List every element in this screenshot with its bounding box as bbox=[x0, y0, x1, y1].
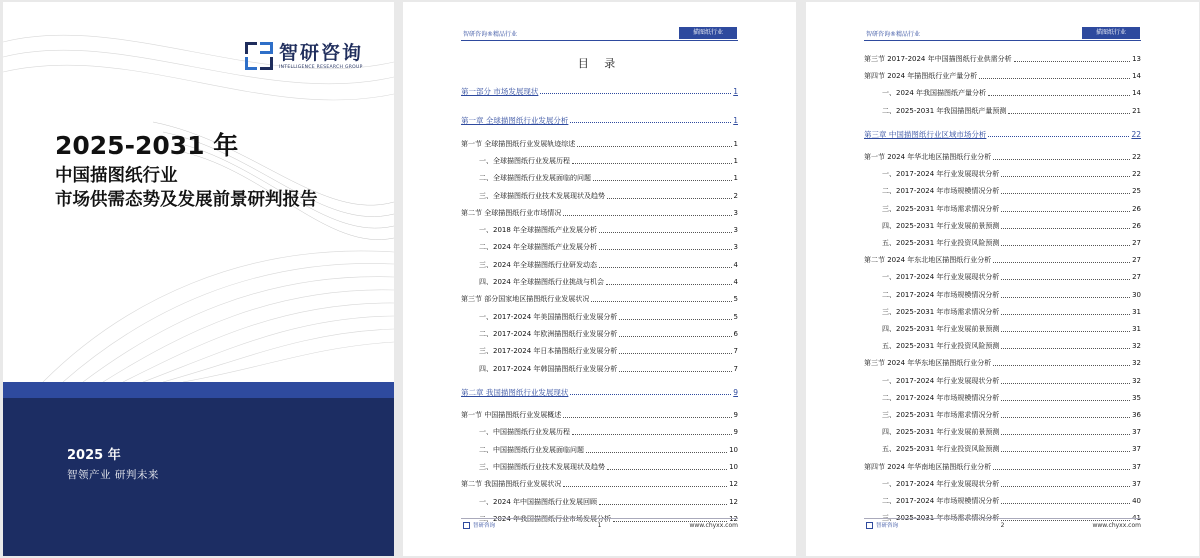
toc-dot-leader bbox=[1001, 297, 1130, 298]
toc-entry-page: 5 bbox=[733, 295, 738, 304]
toc-entry-item[interactable] bbox=[461, 425, 738, 437]
toc-entry-item[interactable] bbox=[864, 202, 1141, 214]
toc-dot-leader bbox=[599, 232, 731, 233]
toc-dot-leader bbox=[563, 417, 731, 418]
toc-entry-page: 1 bbox=[733, 156, 738, 165]
toc-entry-page: 31 bbox=[1132, 325, 1141, 333]
toc-entry-title: 一、2017-2024 年行业发展现状分析 bbox=[882, 376, 1000, 385]
toc-entry-page: 5 bbox=[733, 312, 738, 321]
toc-dot-leader bbox=[593, 180, 732, 181]
toc-entry-item[interactable] bbox=[864, 86, 1141, 98]
toc-entry-section[interactable] bbox=[461, 408, 738, 420]
report-title-year: 2025-2031 年 bbox=[55, 131, 239, 160]
toc-entry-title: 二、2017-2024 年市场规模情况分析 bbox=[882, 497, 1000, 505]
toc-dot-leader bbox=[988, 95, 1130, 96]
toc-entry-title: 二、中国描图纸行业发展面临问题 bbox=[479, 445, 584, 454]
toc-entry-item[interactable] bbox=[461, 240, 738, 252]
toc-dot-leader bbox=[1001, 451, 1130, 452]
toc-entry-title: 第一节 2024 年华北地区描图纸行业分析 bbox=[864, 153, 992, 161]
footer-divider bbox=[864, 518, 1141, 519]
toc-entry-title: 四、2025-2031 年行业发展前景预测 bbox=[882, 221, 1000, 230]
toc-dot-leader bbox=[570, 122, 731, 123]
toc-entry-title: 二、全球描图纸行业发展面临的问题 bbox=[479, 174, 591, 183]
toc-entry-page: 1 bbox=[733, 116, 738, 126]
toc-dot-leader bbox=[1001, 383, 1130, 384]
toc-entry-page: 4 bbox=[733, 260, 738, 269]
toc-entry-item[interactable] bbox=[461, 495, 738, 507]
toc-entry-page: 9 bbox=[733, 387, 738, 397]
toc-dot-leader bbox=[1001, 314, 1130, 315]
toc-entry-title: 第一章 全球描图纸行业发展分析 bbox=[461, 116, 569, 126]
toc-entry-page: 27 bbox=[1132, 273, 1141, 282]
toc-entry-item[interactable] bbox=[864, 374, 1141, 386]
toc-entry-page: 14 bbox=[1132, 89, 1141, 98]
toc-entry-page: 37 bbox=[1132, 445, 1141, 454]
toc-dot-leader bbox=[993, 469, 1130, 470]
toc-entry-page: 1 bbox=[733, 87, 738, 96]
toc-entry-page: 12 bbox=[729, 480, 738, 489]
toc-entry-chapter[interactable] bbox=[864, 127, 1141, 139]
toc-dot-leader bbox=[599, 504, 727, 505]
toc-page-1 bbox=[403, 2, 796, 556]
cover-page bbox=[3, 2, 394, 556]
toc-entry-page: 4 bbox=[733, 278, 738, 286]
header-divider bbox=[461, 40, 738, 41]
toc-dot-leader bbox=[586, 452, 727, 453]
toc-entry-item[interactable] bbox=[864, 477, 1141, 489]
toc-entry-page: 7 bbox=[733, 347, 738, 356]
toc-dot-leader bbox=[1001, 331, 1130, 332]
toc-entry-title: 一、2017-2024 年行业发展现状分析 bbox=[882, 479, 1000, 488]
toc-dot-leader bbox=[577, 146, 731, 147]
toc-entry-title: 三、2024 年全球描图纸行业研发动态 bbox=[479, 260, 598, 269]
toc-page-2 bbox=[806, 2, 1199, 556]
report-title-line1: 中国描图纸行业 bbox=[55, 166, 178, 186]
cover-slogan: 智领产业 研判未来 bbox=[67, 469, 159, 481]
footer-url[interactable]: www.chyxx.com bbox=[1092, 522, 1141, 529]
toc-entry-title: 第三章 中国描图纸行业区域市场分析 bbox=[864, 129, 987, 139]
toc-entry-page: 6 bbox=[733, 329, 738, 338]
toc-dot-leader bbox=[619, 353, 731, 354]
toc-entry-item[interactable] bbox=[864, 184, 1141, 196]
cover-footer-band bbox=[3, 398, 394, 556]
toc-entry-page: 37 bbox=[1132, 479, 1141, 488]
toc-entry-page: 3 bbox=[733, 226, 738, 235]
toc-entry-title: 三、2025-2031 年市场需求情况分析 bbox=[882, 307, 1000, 316]
toc-dot-leader bbox=[979, 78, 1130, 79]
toc-entry-item[interactable] bbox=[864, 339, 1141, 351]
toc-dot-leader bbox=[1001, 400, 1130, 401]
toc-entry-title: 三、2017-2024 年日本描图纸行业发展分析 bbox=[479, 347, 618, 356]
toc-entry-title: 三、2025-2031 年市场需求情况分析 bbox=[882, 411, 1000, 419]
toc-entry-item[interactable] bbox=[864, 305, 1141, 317]
toc-entry-item[interactable] bbox=[461, 344, 738, 356]
toc-entry-title: 二、2024 年全球描图纸产业发展分析 bbox=[479, 243, 598, 252]
toc-dot-leader bbox=[1001, 486, 1130, 487]
toc-dot-leader bbox=[572, 163, 732, 164]
toc-dot-leader bbox=[1001, 245, 1130, 246]
toc-dot-leader bbox=[619, 336, 731, 337]
toc-entry-title: 一、2017-2024 年美国描图纸行业发展分析 bbox=[479, 312, 618, 321]
toc-dot-leader bbox=[993, 365, 1130, 366]
toc-entry-page: 3 bbox=[733, 243, 738, 252]
toc-entry-title: 三、2025-2031 年市场需求情况分析 bbox=[882, 204, 1000, 213]
brand-name: 智研咨询 bbox=[279, 41, 364, 64]
toc-entry-title: 第三节 2024 年华东地区描图纸行业分析 bbox=[864, 359, 992, 368]
toc-entry-section[interactable] bbox=[864, 150, 1141, 162]
toc-entry-item[interactable] bbox=[461, 189, 738, 201]
toc-dot-leader bbox=[599, 249, 731, 250]
toc-entry-section[interactable] bbox=[461, 137, 738, 149]
toc-entry-page: 9 bbox=[733, 411, 738, 420]
toc-entry-title: 第三节 部分国家地区描图纸行业发展状况 bbox=[461, 295, 590, 304]
toc-entry-page: 1 bbox=[733, 174, 738, 183]
toc-entry-page: 32 bbox=[1132, 342, 1141, 351]
toc-entry-part[interactable] bbox=[461, 84, 738, 96]
toc-entry-item[interactable] bbox=[864, 322, 1141, 334]
toc-dot-leader bbox=[607, 469, 727, 470]
toc-entry-page: 10 bbox=[729, 463, 738, 471]
toc-entry-page: 22 bbox=[1132, 170, 1141, 179]
toc-title: 目 录 bbox=[577, 57, 622, 70]
footer-url[interactable]: www.chyxx.com bbox=[689, 522, 738, 529]
toc-entry-title: 一、中国描图纸行业发展历程 bbox=[479, 428, 570, 437]
header-divider bbox=[864, 40, 1141, 41]
toc-entry-title: 第二节 我国描图纸行业发展状况 bbox=[461, 480, 562, 489]
toc-entry-item[interactable] bbox=[461, 310, 738, 322]
toc-entry-page: 25 bbox=[1132, 187, 1141, 196]
toc-entry-page: 30 bbox=[1132, 290, 1141, 299]
brand-logo bbox=[245, 42, 363, 70]
toc-entry-page: 35 bbox=[1132, 393, 1141, 402]
toc-entry-title: 第二节 2024 年东北地区描图纸行业分析 bbox=[864, 256, 992, 265]
toc-entry-page: 3 bbox=[733, 208, 738, 217]
toc-dot-leader bbox=[540, 93, 731, 94]
toc-entry-chapter[interactable] bbox=[461, 113, 738, 125]
toc-dot-leader bbox=[1014, 61, 1130, 62]
toc-entry-section[interactable] bbox=[461, 477, 738, 489]
toc-entry-page: 27 bbox=[1132, 239, 1141, 247]
cover-year: 2025 年 bbox=[67, 448, 121, 463]
footer-brand-text: 智研咨询 bbox=[473, 523, 496, 529]
toc-entry-item[interactable] bbox=[461, 460, 738, 472]
toc-dot-leader bbox=[619, 371, 731, 372]
footer-divider bbox=[461, 518, 738, 519]
toc-entry-title: 二、2025-2031 年我国描图纸产量预测 bbox=[882, 106, 1007, 115]
toc-entry-item[interactable] bbox=[864, 391, 1141, 403]
toc-entry-title: 三、全球描图纸行业技术发展现状及趋势 bbox=[479, 191, 605, 200]
toc-dot-leader bbox=[570, 394, 731, 395]
toc-dot-leader bbox=[1008, 113, 1130, 114]
toc-entry-section[interactable] bbox=[461, 206, 738, 218]
toc-entry-page: 37 bbox=[1132, 428, 1141, 437]
toc-entry-section[interactable] bbox=[864, 69, 1141, 81]
toc-entry-section[interactable] bbox=[461, 292, 738, 304]
toc-dot-leader bbox=[1001, 279, 1130, 280]
toc-entry-title: 第一节 中国描图纸行业发展概述 bbox=[461, 411, 562, 420]
toc-entry-section[interactable] bbox=[864, 460, 1141, 472]
toc-dot-leader bbox=[599, 267, 731, 268]
toc-entry-title: 五、2025-2031 年行业投资风险预测 bbox=[882, 342, 1000, 351]
header-industry-badge: 描图纸行业 bbox=[1082, 27, 1140, 39]
toc-entry-title: 五、2025-2031 年行业投资风险预测 bbox=[882, 445, 1000, 454]
toc-entry-page: 13 bbox=[1132, 55, 1141, 63]
toc-entry-page: 26 bbox=[1132, 221, 1141, 230]
toc-entry-title: 一、2017-2024 年行业发展现状分析 bbox=[882, 273, 1000, 282]
toc-entry-title: 第四节 2024 年华南地区描图纸行业分析 bbox=[864, 462, 992, 471]
toc-entry-title: 一、2018 年全球描图纸产业发展分析 bbox=[479, 226, 598, 235]
toc-entry-title: 三、中国描图纸行业技术发展现状及趋势 bbox=[479, 463, 605, 471]
toc-entry-title: 一、全球描图纸行业发展历程 bbox=[479, 156, 570, 165]
toc-entry-item[interactable] bbox=[461, 443, 738, 455]
toc-entry-item[interactable] bbox=[461, 258, 738, 270]
toc-entry-section[interactable] bbox=[864, 52, 1141, 64]
toc-entry-item[interactable] bbox=[864, 494, 1141, 506]
toc-entry-item[interactable] bbox=[864, 219, 1141, 231]
toc-entry-page: 32 bbox=[1132, 376, 1141, 385]
toc-entry-title: 第一节 全球描图纸行业发展轨迹综述 bbox=[461, 139, 576, 148]
toc-entry-item[interactable] bbox=[461, 275, 738, 287]
toc-entry-chapter[interactable] bbox=[461, 385, 738, 397]
toc-entry-title: 四、2025-2031 年行业发展前景预测 bbox=[882, 428, 1000, 437]
toc-entry-item[interactable] bbox=[461, 171, 738, 183]
brand-logo-icon bbox=[245, 42, 273, 70]
toc-entry-item[interactable] bbox=[461, 327, 738, 339]
toc-entry-title: 二、2017-2024 年市场规模情况分析 bbox=[882, 290, 1000, 299]
toc-entry-page: 37 bbox=[1132, 462, 1141, 471]
toc-entry-title: 第三节 2017-2024 年中国描图纸行业供需分析 bbox=[864, 55, 1012, 63]
toc-dot-leader bbox=[1001, 434, 1130, 435]
toc-dot-leader bbox=[993, 262, 1130, 263]
footer-brand-text: 智研咨询 bbox=[876, 523, 899, 529]
toc-entry-page: 2 bbox=[733, 191, 738, 200]
toc-entry-page: 10 bbox=[729, 445, 738, 454]
toc-entry-page: 14 bbox=[1132, 72, 1141, 81]
toc-entry-item[interactable] bbox=[864, 408, 1141, 420]
toc-dot-leader bbox=[1001, 176, 1130, 177]
toc-dot-leader bbox=[619, 319, 731, 320]
toc-entry-page: 40 bbox=[1132, 497, 1141, 505]
toc-entry-title: 第四节 2024 年描图纸行业产量分析 bbox=[864, 72, 978, 81]
toc-entry-title: 五、2025-2031 年行业投资风险预测 bbox=[882, 239, 1000, 247]
toc-entry-title: 四、2025-2031 年行业发展前景预测 bbox=[882, 325, 1000, 333]
toc-entry-title: 一、2017-2024 年行业发展现状分析 bbox=[882, 170, 1000, 179]
toc-dot-leader bbox=[1001, 193, 1130, 194]
toc-entry-section[interactable] bbox=[864, 253, 1141, 265]
toc-entry-title: 二、2017-2024 年市场规模情况分析 bbox=[882, 187, 1000, 196]
toc-entry-title: 四、2017-2024 年韩国描图纸行业发展分析 bbox=[479, 364, 618, 373]
header-brand: 智研咨询®精品行业 bbox=[866, 31, 921, 38]
report-title-line2: 市场供需态势及发展前景研判报告 bbox=[55, 190, 318, 210]
toc-entry-item[interactable] bbox=[864, 288, 1141, 300]
toc-dot-leader bbox=[572, 434, 732, 435]
toc-entry-title: 第一部分 市场发展现状 bbox=[461, 87, 539, 96]
toc-dot-leader bbox=[607, 198, 732, 199]
toc-dot-leader bbox=[591, 301, 731, 302]
toc-dot-leader bbox=[1001, 211, 1130, 212]
toc-entry-section[interactable] bbox=[864, 356, 1141, 368]
header-brand: 智研咨询®精品行业 bbox=[463, 31, 518, 38]
toc-entry-item[interactable] bbox=[864, 442, 1141, 454]
toc-entry-item[interactable] bbox=[864, 167, 1141, 179]
toc-entry-page: 22 bbox=[1132, 153, 1141, 161]
toc-dot-leader bbox=[1001, 503, 1130, 504]
toc-dot-leader bbox=[993, 159, 1130, 160]
toc-entry-item[interactable] bbox=[864, 236, 1141, 248]
toc-dot-leader bbox=[606, 284, 731, 285]
toc-entry-title: 二、2017-2024 年市场规模情况分析 bbox=[882, 393, 1000, 402]
toc-entry-page: 36 bbox=[1132, 411, 1141, 419]
toc-entry-title: 四、2024 年全球描图纸行业挑战与机会 bbox=[479, 278, 605, 286]
toc-dot-leader bbox=[1001, 417, 1130, 418]
toc-dot-leader bbox=[1001, 348, 1130, 349]
toc-entry-page: 21 bbox=[1132, 106, 1141, 115]
page-number: 2 bbox=[1000, 522, 1005, 529]
toc-entry-page: 7 bbox=[733, 364, 738, 373]
toc-entry-item[interactable] bbox=[864, 425, 1141, 437]
toc-dot-leader bbox=[563, 486, 727, 487]
toc-entry-item[interactable] bbox=[461, 223, 738, 235]
toc-entry-page: 1 bbox=[733, 139, 738, 148]
brand-subtitle: INTELLIGENCE RESEARCH GROUP bbox=[279, 64, 363, 70]
toc-entry-title: 第二章 我国描图纸行业发展现状 bbox=[461, 387, 569, 397]
page-number: 1 bbox=[597, 522, 602, 529]
toc-entry-title: 一、2024 年中国描图纸行业发展回顾 bbox=[479, 497, 598, 506]
toc-entry-page: 26 bbox=[1132, 204, 1141, 213]
toc-entry-item[interactable] bbox=[864, 104, 1141, 116]
toc-entry-title: 二、2017-2024 年欧洲描图纸行业发展分析 bbox=[479, 329, 618, 338]
toc-entry-title: 第二节 全球描图纸行业市场情况 bbox=[461, 208, 562, 217]
toc-dot-leader bbox=[563, 215, 731, 216]
toc-dot-leader bbox=[1001, 228, 1130, 229]
toc-entry-page: 22 bbox=[1131, 129, 1141, 139]
cover-accent-band bbox=[3, 382, 394, 398]
toc-entry-item[interactable] bbox=[461, 362, 738, 374]
toc-entry-page: 9 bbox=[733, 428, 738, 437]
toc-entry-item[interactable] bbox=[864, 270, 1141, 282]
toc-entry-title: 一、2024 年我国描图纸产量分析 bbox=[882, 89, 987, 98]
toc-entry-item[interactable] bbox=[461, 154, 738, 166]
toc-entry-page: 12 bbox=[729, 497, 738, 506]
header-industry-badge: 描图纸行业 bbox=[679, 27, 737, 39]
toc-dot-leader bbox=[988, 136, 1129, 137]
toc-entry-page: 32 bbox=[1132, 359, 1141, 368]
toc-entry-page: 31 bbox=[1132, 307, 1141, 316]
toc-entry-page: 27 bbox=[1132, 256, 1141, 265]
